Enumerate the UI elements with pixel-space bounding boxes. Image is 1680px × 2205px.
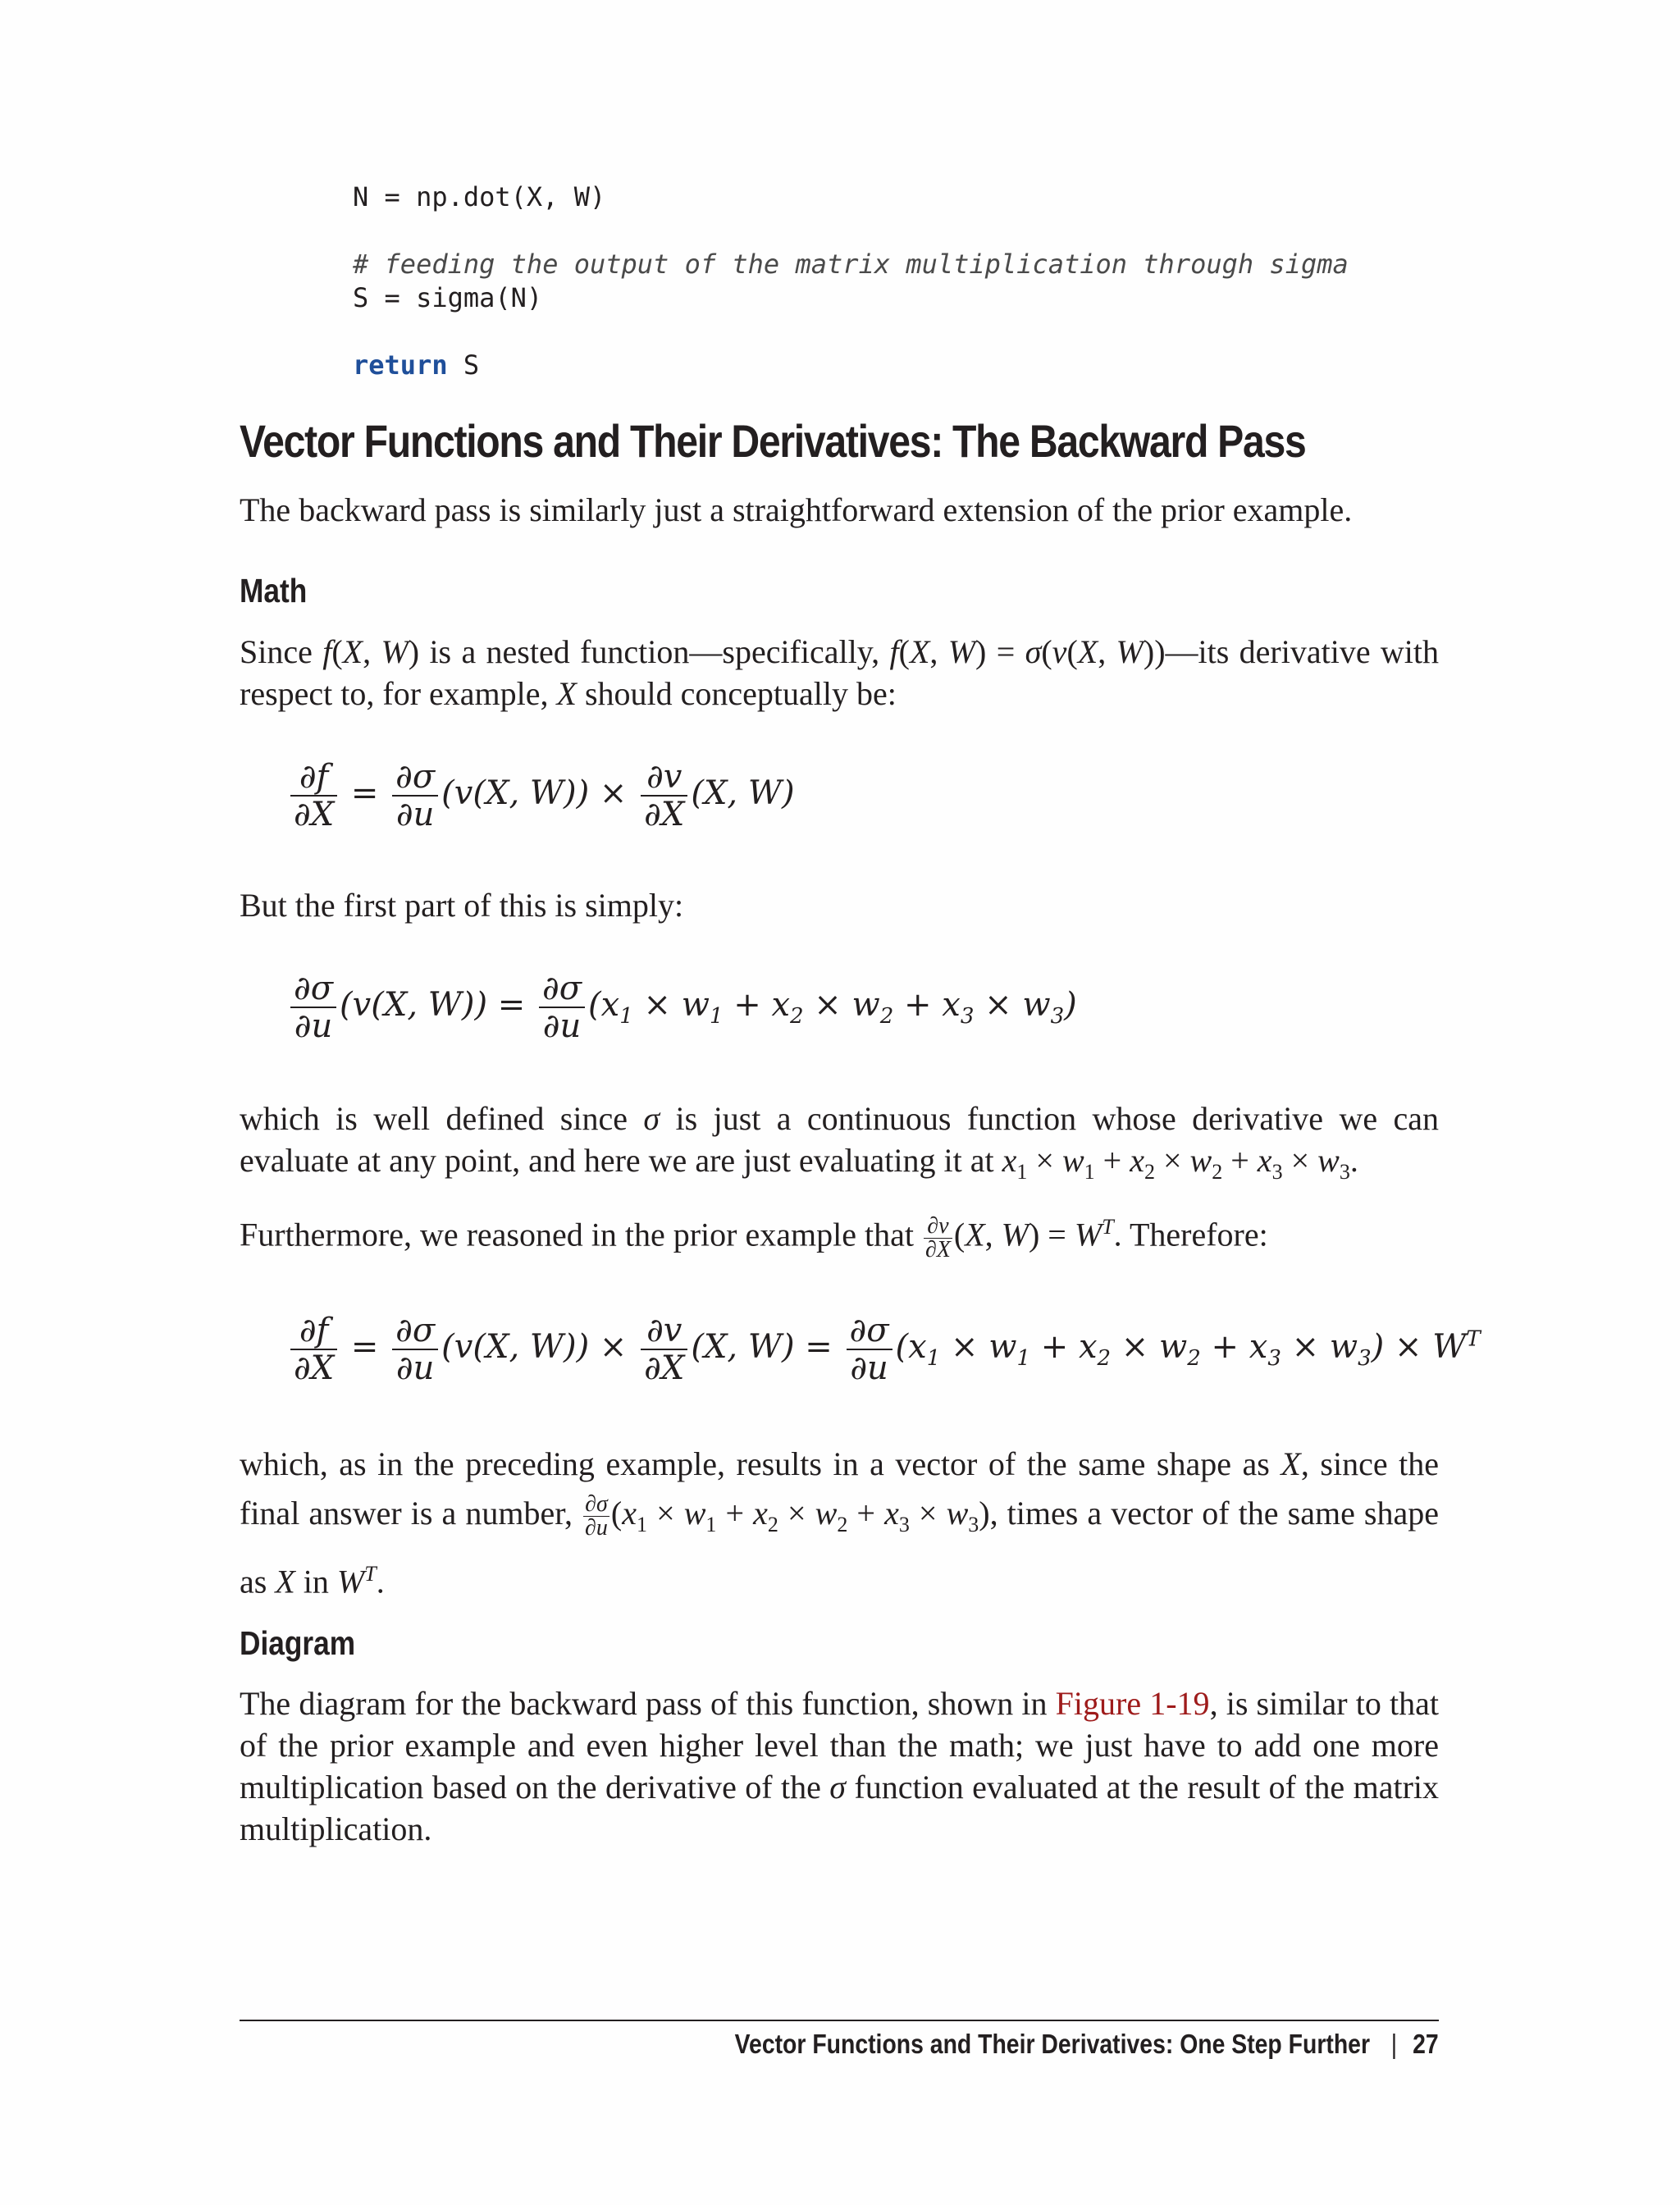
figure-link[interactable]: Figure 1-19 [1055,1685,1210,1722]
intro-paragraph: The backward pass is similarly just a straightforward extension of the prior example. [240,491,1353,528]
section-heading: Vector Functions and Their Derivatives: The Backward Pass [240,415,1306,467]
footer-rule [240,2020,1439,2021]
code-line-dot: N = np.dot(X, W) [353,181,606,212]
running-footer [735,2029,1439,2060]
math-paragraph-1: Since f(X, W) is a nested function—specifically, f(X, W) = σ(v(X, W))—its derivative with respect to, for example, X should conceptually be: [240,633,1440,712]
code-comment: # feeding the output of the matrix multiplication through sigma [353,249,1349,280]
page-number: 27 [1413,2029,1439,2059]
diagram-subheading: Diagram [240,1624,356,1662]
equation-first-part: $\frac{\partial\sigma}{\partial u}$ (v(X, W)) = $\frac{\partial\sigma}{\partial u}$ $(x_1 \times w_1 + x_2 \times w_2 + x_3 \times w_3)$ [287,970,1077,1044]
math-subheading: Math [240,572,308,609]
math-paragraph-5: which, as in the preceding example, results in a vector of the same shape as X, since the final answer is a number, $\frac{\partial\sigma}{\partial u}$ $(x_1 \times w_1 + x_2 \times w_2 + x_3 \times w_3)$, times a vector of the same shape as X in $W^T$. [240,1445,1440,1600]
math-paragraph-3: which is well defined since σ is just a continuous function whose derivative we can evaluate at any point, and here we are just evaluating it at $x_1 \times w_1 + x_2 \times w_2 + x_3 \times w_3$. [240,1100,1439,1184]
equation-chain-rule: $\frac{\partial f}{\partial X}$ = $\frac{\partial\sigma}{\partial u}$ (v(X, W)) × $\frac{\partial v}{\partial X}$ (X, W) [287,759,795,833]
code-line-sigma: S = sigma(N) [353,282,543,313]
diagram-paragraph: The diagram for the backward pass of this function, shown in Figure 1-19, is similar to that of the prior example and even higher level than the math; we just have to add one more multiplication based on the derivative of the σ function evaluated at the result of the matrix multiplication. [240,1685,1440,1847]
code-return: return S [353,349,480,381]
math-paragraph-4: Furthermore, we reasoned in the prior example that $\frac{\partial v}{\partial X}$ (X, $W) = W^T$. Therefore: [240,1212,1268,1262]
footer-title: Vector Functions and Their Derivatives: One Step Further [735,2029,1371,2059]
math-paragraph-2: But the first part of this is simply: [240,887,684,924]
footer-separator: | [1391,2029,1398,2059]
equation-full-gradient: $\frac{\partial f}{\partial X}$ = $\frac{\partial\sigma}{\partial u}$ (v(X, W)) × $\frac{\partial v}{\partial X}$ (X, W) = $\frac{\partial\sigma}{\partial u}$ $(x_1 \times w_1 + x_2 \times w_2 + x_3 \times w_3) \times W^T$ [287,1312,1481,1386]
